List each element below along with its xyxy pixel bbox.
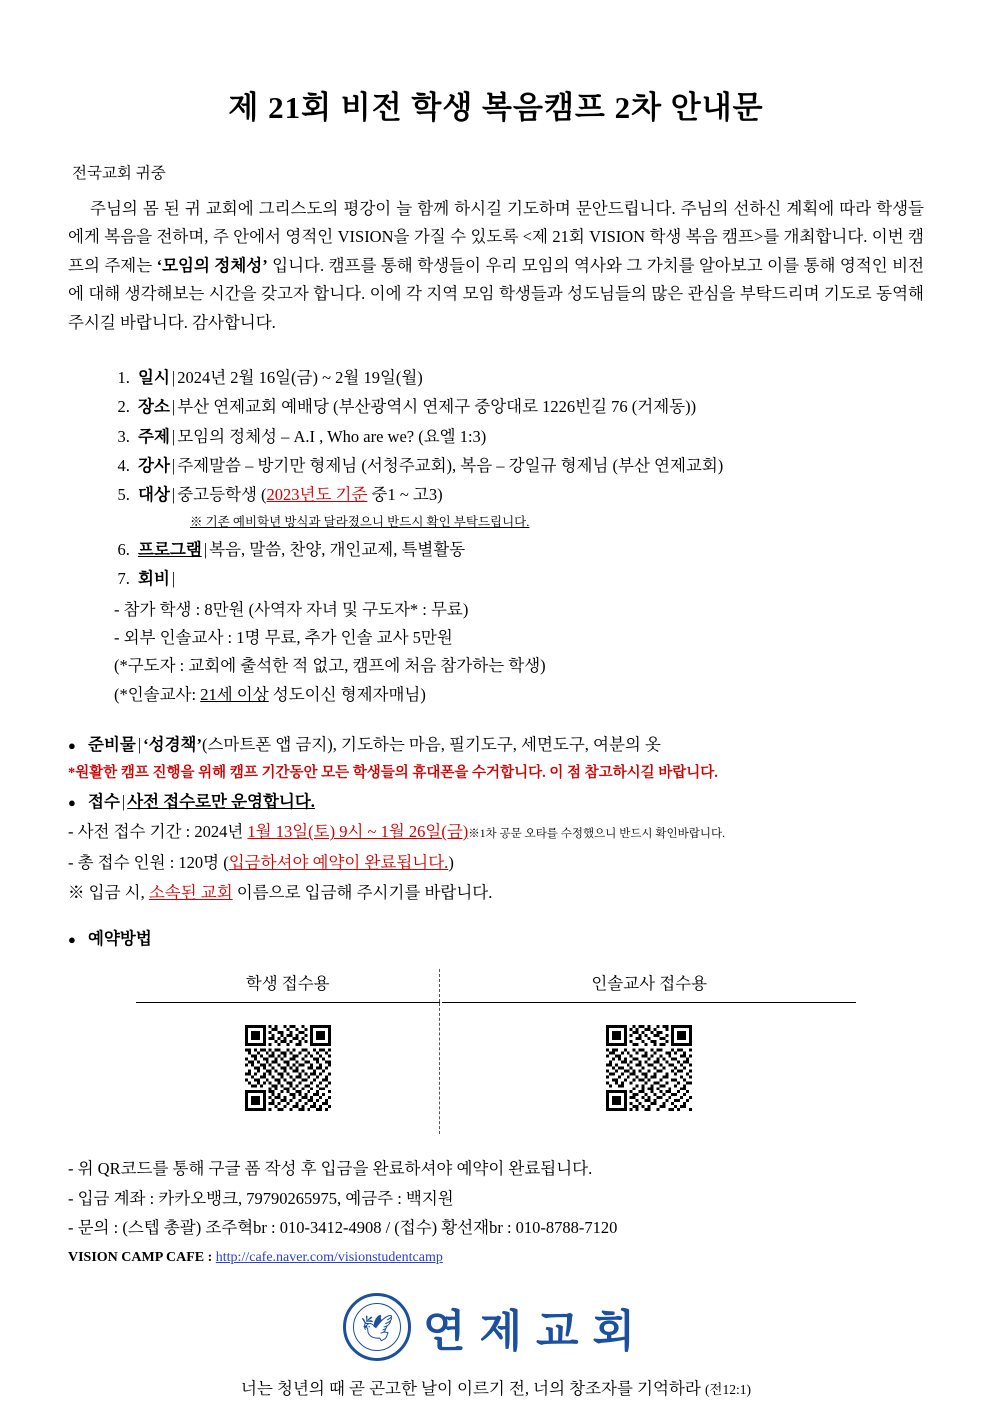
- fee-line-seeker-note: (*구도자 : 교회에 출석한 적 없고, 캠프에 처음 참가하는 학생): [114, 656, 546, 676]
- info-value-speaker: 주제말씀 – 방기만 형제님 (서청주교회), 복음 – 강일규 형제님 (부산 연제교회): [177, 455, 724, 475]
- reception-value: 사전 접수로만 운영합니다.: [127, 792, 315, 812]
- tail-line-account: - 입금 계좌 : 카카오뱅크, 79790265975, 예금주 : 백지원: [68, 1188, 454, 1208]
- fee-line-teacher: - 외부 인솔교사 : 1명 무료, 추가 인솔 교사 5만원: [114, 628, 453, 648]
- deposit-note-post: 이름으로 입금해 주시기를 바랍니다.: [232, 882, 493, 902]
- qr-code-icon-teacher[interactable]: [606, 1025, 692, 1111]
- teacher-note-age: 21세 이상: [200, 684, 269, 704]
- info-list: [108, 363, 924, 594]
- list-item-target: 5. 대상 | 중고등학생 (2023년도 기준 중1 ~ 고3) ※ 기존 예비학년 방식과 달라졌으니 반드시 확인 부탁드립니다.: [134, 480, 924, 533]
- intro-text-part2: 입니다. 캠프를 통해 학생들이 우리 모임의 역사와 그 가치를 알아보고 이를 통해 영적인 비전에 대해 생각해보는 시간을 갖고자 합니다. 이에 각 지역 모임 학생들과 성도님들의 많은 관심을 부탁드리며 기도로 동역해주시길 바랍니다. 감사합니다.: [68, 255, 925, 332]
- booking-method-section: [68, 925, 924, 1134]
- list-item-program: 6. 프로그램 | 복음, 말씀, 찬양, 개인교제, 특별활동: [134, 535, 924, 564]
- info-value-target-post: 중1 ~ 고3): [367, 485, 443, 505]
- reception-count-pre: - 총 접수 인원 : 120명 (: [68, 852, 229, 872]
- deposit-note-church: 소속된 교회: [148, 882, 233, 902]
- qr-cell-teacher: [442, 1003, 856, 1135]
- church-logo-block: [68, 1293, 924, 1399]
- info-value-theme: 모임의 정체성 – A.I , Who are we? (요엘 1:3): [177, 426, 487, 446]
- dove-icon: 🕊: [360, 1313, 394, 1343]
- deposit-note-line: [68, 879, 924, 907]
- page-title: 제 21회 비전 학생 복음캠프 2차 안내문: [228, 90, 764, 125]
- church-name: 연제교회: [422, 1307, 649, 1357]
- list-item-place: 2. 장소 | 부산 연제교회 예배당 (부산광역시 연제구 중앙대로 1226빈길 76 (거제동)): [134, 392, 924, 421]
- list-item-theme: 3. 주제 | 모임의 정체성 – A.I , Who are we? (요엘 1:3): [134, 422, 924, 451]
- reception-count-highlight: 입금하셔야 예약이 완료됩니다.: [228, 852, 449, 872]
- info-value-place: 부산 연제교회 예배당 (부산광역시 연제구 중앙대로 1226빈길 76 (거제동)): [177, 397, 697, 417]
- addressee: 전국교회 귀중: [72, 165, 166, 182]
- grade-note: ※ 기존 예비학년 방식과 달라졌으니 반드시 확인 부탁드립니다.: [190, 514, 530, 529]
- tail-line-qr: - 위 QR코드를 통해 구글 폼 작성 후 입금을 완료하셔야 예약이 완료됩니다.: [68, 1159, 593, 1179]
- prep-label: 준비물: [88, 735, 136, 755]
- church-seal-icon: [343, 1293, 411, 1361]
- list-item-speaker: 4. 강사 | 주제말씀 – 방기만 형제님 (서청주교회), 복음 – 강일규 형제님 (부산 연제교회): [134, 451, 924, 480]
- qr-table: [136, 969, 856, 1134]
- info-label-program: 프로그램: [138, 539, 202, 559]
- qr-header-row: [136, 969, 856, 1003]
- prep-rest: (스마트폰 앱 금지), 기도하는 마음, 필기도구, 세면도구, 여분의 옷: [201, 735, 661, 755]
- qr-header-teacher: 인솔교사 접수용: [442, 969, 856, 1003]
- deposit-note-pre: ※ 입금 시,: [68, 882, 149, 902]
- intro-paragraph: [68, 195, 924, 337]
- bullet-icon: ●: [68, 932, 76, 948]
- qr-code-row: [136, 1003, 856, 1135]
- info-value-target-highlight: 2023년도 기준: [266, 485, 368, 505]
- tail-line-contact: - 문의 : (스텝 총괄) 조주혁br : 010-3412-4908 / (접수) 황선재br : 010-8788-7120: [68, 1218, 618, 1238]
- prep-row: [68, 731, 924, 759]
- teacher-note-post: 성도이신 형제자매님): [268, 684, 426, 704]
- teacher-note-pre: (*인솔교사:: [114, 684, 201, 704]
- phone-warning: *원활한 캠프 진행을 위해 캠프 기간동안 모든 학생들의 휴대폰을 수거합니다. 이 점 참고하시길 바랍니다.: [68, 765, 718, 782]
- cafe-link[interactable]: http://cafe.naver.com/visionstudentcamp: [215, 1250, 443, 1266]
- reception-count-post: ): [448, 852, 454, 872]
- fee-detail-lines: [114, 596, 924, 710]
- reception-text: 접수 | 사전 접수로만 운영합니다.: [88, 792, 315, 812]
- info-label-target: 대상: [138, 485, 170, 505]
- reception-label: 접수: [88, 792, 120, 812]
- booking-method-label: 예약방법: [88, 929, 152, 949]
- info-value-target-pre: 중고등학생 (: [177, 485, 267, 505]
- tail-info-block: [68, 1154, 924, 1271]
- cafe-line: [68, 1246, 924, 1271]
- reception-period-line: [68, 818, 924, 846]
- reception-row: [68, 788, 924, 816]
- fee-line-teacher-note: [114, 681, 924, 709]
- bullet-icon: ●: [68, 738, 76, 754]
- reception-period-dates: 1월 13일(토) 9시 ~ 1월 26일(금): [247, 822, 469, 842]
- list-item-fee: 7. 회비 |: [134, 564, 924, 593]
- info-label-date: 일시: [138, 367, 170, 387]
- info-label-speaker: 강사: [138, 455, 170, 475]
- info-label-fee: 회비: [138, 569, 170, 589]
- prep-bible-item: ‘성경책’: [143, 735, 202, 755]
- booking-method-row: [68, 925, 924, 953]
- bullet-icon: ●: [68, 795, 76, 811]
- intro-theme-bold: ‘모임의 정체성’: [156, 255, 268, 275]
- info-label-place: 장소: [138, 397, 170, 417]
- info-label-theme: 주제: [138, 426, 170, 446]
- verse-line: [68, 1375, 924, 1399]
- logo-row: [68, 1293, 924, 1361]
- qr-cell-student: [136, 1003, 440, 1135]
- reception-period-note: ※1차 공문 오타를 수정했으니 반드시 확인바랍니다.: [468, 828, 725, 841]
- verse-reference: (전12:1): [704, 1382, 751, 1398]
- verse-text: 너는 청년의 때 곧 곤고한 날이 이르기 전, 너의 창조자를 기억하라: [241, 1379, 705, 1399]
- intro-text-part1: 주님의 몸 된 귀 교회에 그리스도의 평강이 늘 함께 하시길 기도하며 문안드립니다. 주님의 선하신 계획에 따라 학생들에게 복음을 전하며, 주 안에서 영적인 VISION을 가질 수 있도록 <제 21회 VISION 학생 복음 캠프>를 개최합니다. 이번 캠프의 주제는: [68, 199, 924, 275]
- info-value-date: 2024년 2월 16일(금) ~ 2월 19일(월): [177, 367, 423, 387]
- info-value-program: 복음, 말씀, 찬양, 개인교제, 특별활동: [209, 539, 466, 559]
- prep-block: [68, 731, 924, 907]
- reception-count-line: [68, 849, 924, 877]
- fee-line-student: - 참가 학생 : 8만원 (사역자 자녀 및 구도자* : 무료): [114, 599, 469, 619]
- prep-text: 준비물 | ‘성경책’(스마트폰 앱 금지), 기도하는 마음, 필기도구, 세면도구, 여분의 옷: [88, 735, 661, 755]
- reception-period-pre: - 사전 접수 기간 : 2024년: [68, 822, 248, 842]
- list-item-date: 1. 일시 | 2024년 2월 16일(금) ~ 2월 19일(월): [134, 363, 924, 392]
- cafe-label: VISION CAMP CAFE :: [68, 1250, 213, 1266]
- qr-header-student: 학생 접수용: [136, 969, 440, 1003]
- qr-code-icon-student[interactable]: [245, 1025, 331, 1111]
